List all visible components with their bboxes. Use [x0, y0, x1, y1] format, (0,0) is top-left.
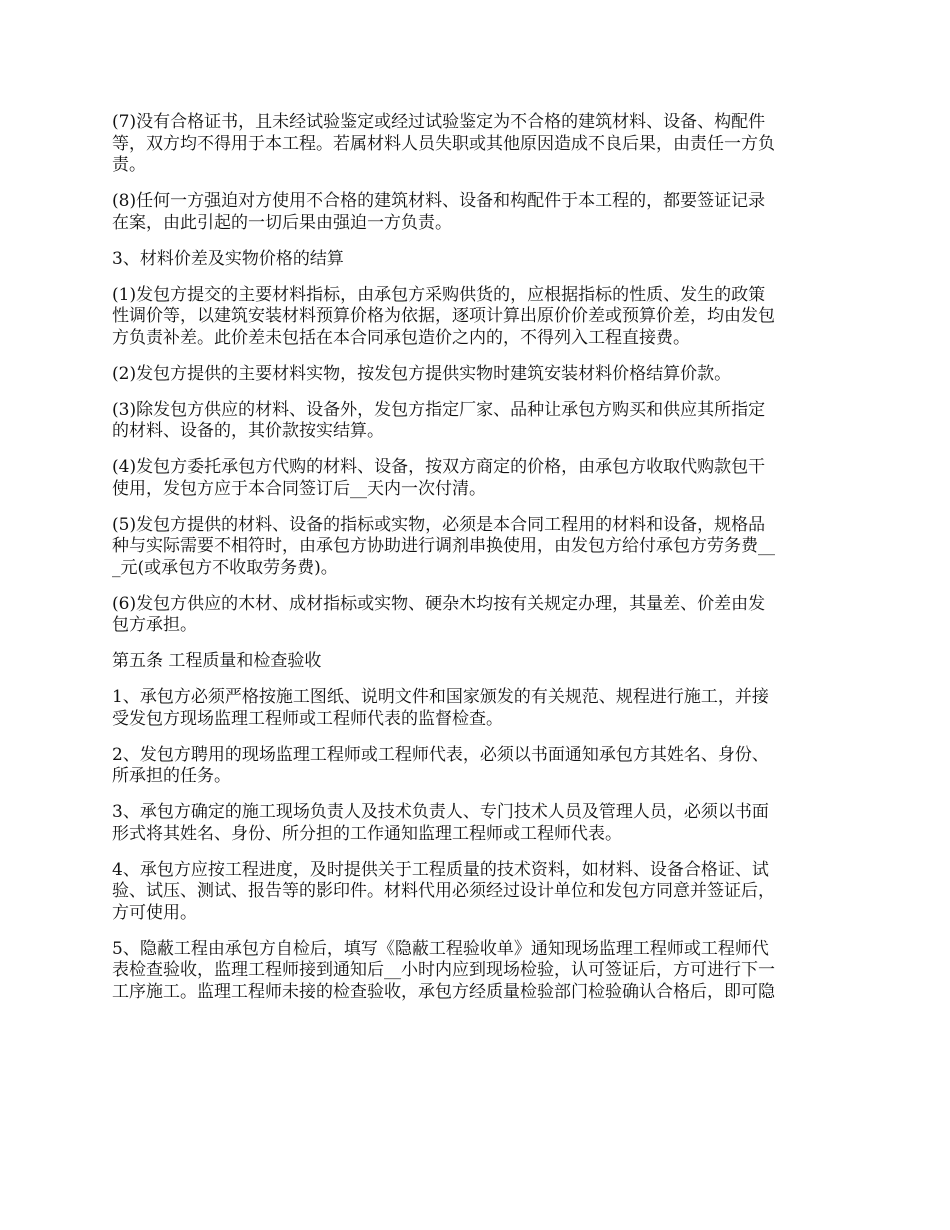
section-heading-material-price: 3、材料价差及实物价格的结算: [112, 248, 344, 269]
paragraph-price-3: (3)除发包方供应的材料、设备外，发包方指定厂家、品种让承包方购买和供应其所指定 的材料、设备的，其价款按实结算。: [112, 399, 766, 441]
paragraph-quality-3: 3、承包方确定的施工现场负责人及技术负责人、专门技术人员及管理人员，必须以书面 形式将其姓名、身份、所分担的工作通知监理工程师或工程师代表。: [112, 802, 769, 844]
paragraph-quality-4: 4、承包方应按工程进度，及时提供关于工程质量的技术资料，如材料、设备合格证、试 验、试压、测试、报告等的影印件。材料代用必须经过设计单位和发包方同意并签证后， 方可使用。: [112, 859, 775, 923]
paragraph-quality-5: 5、隐蔽工程由承包方自检后，填写《隐蔽工程验收单》通知现场监理工程师或工程师代 表检查验收，监理工程师接到通知后__小时内应到现场检验，认可签证后，方可进行下一 工序施工。监理工程师未接的检查验收，承包方经质量检验部门检验确认合格后，即可隐: [112, 938, 775, 1002]
paragraph-clause-8: (8)任何一方强迫对方使用不合格的建筑材料、设备和构配件于本工程的，都要签证记录 在案，由此引起的一切后果由强迫一方负责。: [112, 191, 766, 233]
paragraph-quality-1: 1、承包方必须严格按施工图纸、说明文件和国家颁发的有关规范、规程进行施工，并接 受发包方现场监理工程师或工程师代表的监督检查。: [112, 687, 769, 729]
paragraph-price-2: (2)发包方提供的主要材料实物，按发包方提供实物时建筑安装材料价格结算价款。: [112, 363, 732, 384]
paragraph-price-6: (6)发包方供应的木材、成材指标或实物、硬杂木均按有关规定办理，其量差、价差由发 包方承担。: [112, 593, 766, 635]
paragraph-price-1: (1)发包方提交的主要材料指标，由承包方采购供货的，应根据指标的性质、发生的政策 性调价等，以建筑安装材料预算价格为依据，逐项计算出原价价差或预算价差，均由发包 方负责补差。此价差未包括在本合同承包造价之内的，不得列入工程直接费。: [112, 284, 775, 348]
paragraph-quality-2: 2、发包方聘用的现场监理工程师或工程师代表，必须以书面通知承包方其姓名、身份、 所承担的任务。: [112, 744, 769, 786]
paragraph-clause-7: (7)没有合格证书，且未经试验鉴定或经过试验鉴定为不合格的建筑材料、设备、构配件 等，双方均不得用于本工程。若属材料人员失职或其他原因造成不良后果，由责任一方负 责。: [112, 112, 775, 175]
paragraph-price-4: (4)发包方委托承包方代购的材料、设备，按双方商定的价格，由承包方收取代购款包干 使用，发包方应于本合同签订后__天内一次付清。: [112, 457, 766, 499]
article-heading-quality: 第五条 工程质量和检查验收: [112, 651, 322, 671]
document-page: [112, 112, 840, 1018]
paragraph-price-5: (5)发包方提供的材料、设备的指标或实物，必须是本合同工程用的材料和设备，规格品 种与实际需要不相符时，由承包方协助进行调剂串换使用，由发包方给付承包方劳务费__ _元(或承包方不收取劳务费)。: [112, 514, 775, 578]
